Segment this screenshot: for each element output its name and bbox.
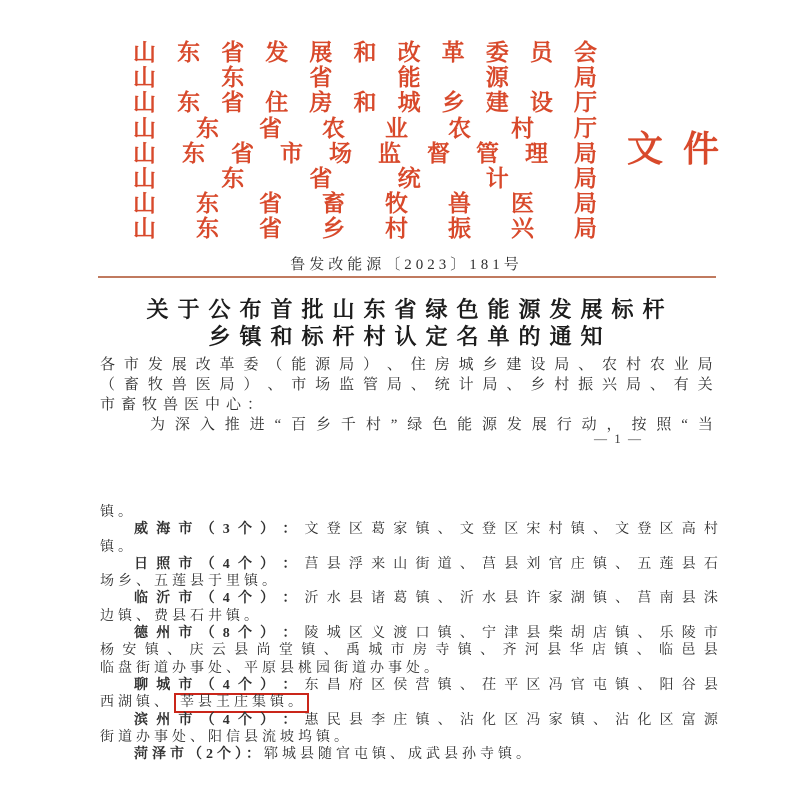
body-line: （ 畜 牧 兽 医 局 ） 、 市 场 监 管 局 、 统 计 局 、 乡 村 振 兴 局 、 有 关 — [100, 377, 713, 393]
document-number: 鲁发改能源〔2023〕181号 — [290, 257, 523, 273]
body-line: 滨 州 市 （ 4 个 ） ： 惠 民 县 李 庄 镇 、 沾 化 区 冯 家 镇 、 沾 化 区 富 源 — [134, 712, 718, 728]
body-line — [100, 539, 718, 556]
body-line: 杨 安 镇 、 庆 云 县 尚 堂 镇 、 禹 城 市 房 寺 镇 、 齐 河 县 华 店 镇 、 临 邑 县 — [100, 643, 718, 659]
agency-line: 山 东 省 统 计 局 — [133, 165, 597, 191]
body-line — [100, 660, 718, 677]
agency-line: 山 东 省 住 房 和 城 乡 建 设 厅 — [133, 90, 597, 116]
page-number: — 1 — — [594, 431, 643, 446]
body-text-segment: 临盘街道办事处、平原县桃园街道办事处。 — [100, 660, 442, 676]
body-line: 为 深 入 推 进 “ 百 乡 千 村 ” 绿 色 能 源 发 展 行 动 ， 按 照 “ 当 — [150, 417, 713, 433]
body-line — [100, 729, 718, 746]
document-label: 文件 — [627, 129, 740, 169]
document-title — [60, 296, 760, 350]
page1-body — [100, 355, 713, 435]
body-text-segment: 菏泽市（2个）： — [134, 747, 264, 763]
body-line: 日 照 市 （ 4 个 ） ： 莒 县 浮 来 山 街 道 、 莒 县 刘 官 庄 镇 、 五 莲 县 石 — [134, 556, 718, 572]
red-separator-line — [98, 276, 716, 278]
body-line — [100, 395, 713, 415]
body-line: 威 海 市 （ 3 个 ） ： 文 登 区 葛 家 镇 、 文 登 区 宋 村 镇 、 文 登 区 高 村 — [134, 522, 718, 538]
body-line — [100, 573, 718, 590]
body-text-segment: 西湖镇、 — [100, 695, 172, 711]
body-text-segment: 郓城县随官屯镇、成武县孙寺镇。 — [264, 747, 534, 763]
agency-line: 山 东 省 乡 村 振 兴 局 — [133, 216, 597, 242]
agency-line: 山 东 省 畜 牧 兽 医 局 — [133, 191, 597, 217]
body-text-segment: 镇。 — [100, 539, 136, 555]
title-line-1: 关于公布首批山东省绿色能源发展标杆 — [146, 297, 674, 322]
body-text-segment: 镇。 — [100, 505, 136, 520]
body-line: 临 沂 市 （ 4 个 ） ： 沂 水 县 诸 葛 镇 、 沂 水 县 许 家 湖 镇 、 莒 南 县 洙 — [134, 591, 718, 607]
body-line — [100, 746, 718, 763]
title-line-2: 乡镇和标杆村认定名单的通知 — [208, 324, 612, 349]
body-line — [100, 504, 718, 521]
body-line: 各 市 发 展 改 革 委 （ 能 源 局 ） 、 住 房 城 乡 建 设 局 、 农 村 农 业 局 — [100, 357, 713, 373]
agency-line: 山 东 省 市 场 监 督 管 理 局 — [133, 140, 597, 166]
agency-header-block — [133, 40, 597, 242]
body-text-segment: 市畜牧兽医中心： — [100, 397, 269, 413]
body-line — [100, 694, 718, 711]
agency-line: 山 东 省 能 源 局 — [133, 65, 597, 91]
body-line — [100, 608, 718, 625]
highlight-box: 莘县王庄集镇。 — [174, 693, 309, 713]
page2-body — [100, 504, 718, 763]
agency-line: 山 东 省 发 展 和 改 革 委 员 会 — [133, 40, 597, 65]
body-line: 德 州 市 （ 8 个 ） ： 陵 城 区 义 渡 口 镇 、 宁 津 县 柴 胡 店 镇 、 乐 陵 市 — [134, 626, 718, 642]
body-line: 聊 城 市 （ 4 个 ） ： 东 昌 府 区 侯 营 镇 、 茌 平 区 冯 官 屯 镇 、 阳 谷 县 — [134, 677, 718, 693]
body-text-segment: 边镇、费县石井镇。 — [100, 608, 262, 624]
body-text-segment: 场乡、五莲县于里镇。 — [100, 574, 280, 590]
agency-line: 山 东 省 农 业 农 村 厅 — [133, 115, 597, 141]
body-text-segment: 街道办事处、阳信县流坡坞镇。 — [100, 729, 352, 745]
